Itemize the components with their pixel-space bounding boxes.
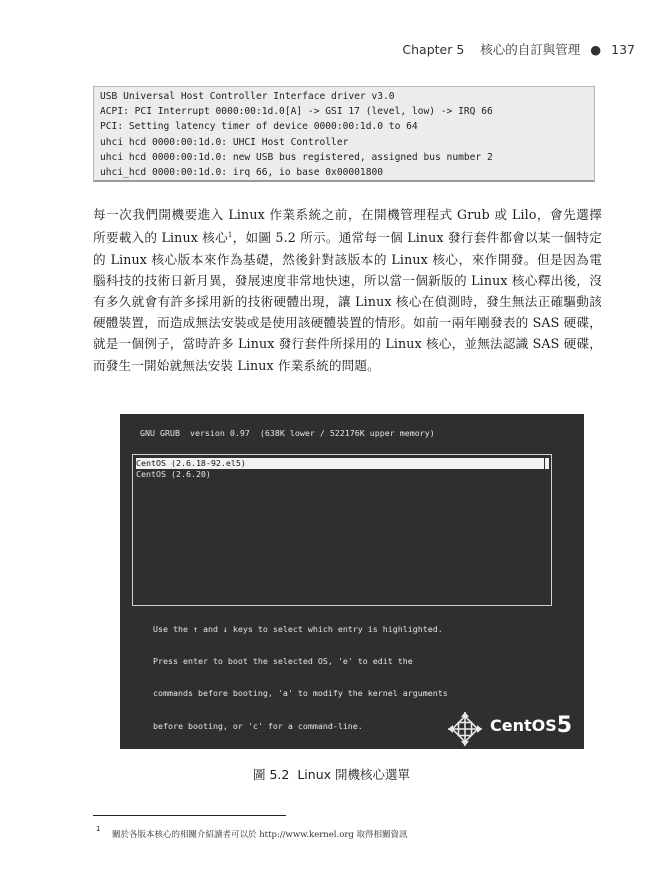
- paragraph-text: 每一次我們開機要進入 Linux 作業系統之前，在開機管理程式 Grub 或 Lilo，會先選擇所要載入的 Linux 核心: [93, 207, 602, 246]
- grub-help-text: [153, 602, 448, 749]
- grub-menu-box: [132, 454, 552, 606]
- help-line: Use the ↑ and ↓ keys to select which entry is highlighted.: [153, 623, 443, 634]
- footnote-mark: 1: [96, 825, 101, 833]
- grub-entry-selected[interactable]: [136, 458, 544, 469]
- paragraph-text: ，如圖 5.2 所示。通常每一個 Linux 發行套件都會以某一個特定的 Linux 核心版本來作為基礎，然後針對該版本的 Linux 核心，來作開發。但是因為電腦科技的技術日新月異，發展速度非常地快速，所以當一個新版的 Linux 核心釋出後，沒有多久就會有許多採用新的技術硬體出現，讓 Linux 核心在偵測時，發生無法正確驅動該硬體裝置，而造成無法安裝或是使用該硬體裝置的情形。如前一兩年剛發表的 SAS 硬碟，就是一個例子，當時許多 Linux 發行套件所採用的 Linux 核心，並無法認識 SAS 硬碟，而發生一開始就無法安裝 Linux 作業系統的問題。: [93, 230, 602, 373]
- entry-label: CentOS (2.6.18-92.el5): [136, 458, 246, 468]
- centos-logo-icon: [446, 710, 484, 748]
- caption-text: Linux 開機核心選單: [297, 767, 410, 782]
- code-line: PCI: Setting latency timer of device 0000:00:1d.0 to 64: [100, 121, 418, 133]
- grub-entry[interactable]: CentOS (2.6.20): [136, 469, 211, 479]
- grub-title: GNU GRUB version 0.97 (638K lower / 522176K upper memory): [140, 428, 435, 438]
- page-number: 137: [611, 42, 635, 57]
- code-line: ACPI: PCI Interrupt 0000:00:1d.0[A] -> GSI 17 (level, low) -> IRQ 66: [100, 106, 493, 118]
- code-block: [93, 86, 595, 182]
- help-line: before booting, or 'c' for a command-line.: [153, 720, 363, 731]
- figure-caption: [0, 765, 663, 783]
- body-paragraph: [93, 204, 602, 376]
- footnote-rule: [93, 815, 286, 816]
- running-header: [402, 40, 635, 58]
- code-line: uhci hcd 0000:00:1d.0: UHCI Host Controller: [100, 136, 349, 148]
- logo-version: 5: [556, 713, 573, 738]
- caption-number: 圖 5.2: [252, 767, 290, 782]
- help-line: commands before booting, 'a' to modify the kernel arguments: [153, 688, 448, 699]
- centos-wordmark: [490, 712, 572, 737]
- grub-screenshot: [120, 414, 584, 749]
- code-line: USB Universal Host Controller Interface driver v3.0: [100, 91, 395, 102]
- code-line: uhci hcd 0000:00:1d.0: new USB bus registered, assigned bus number 2: [100, 151, 493, 163]
- footnote-text: 關於各版本核心的相關介紹讀者可以於 http://www.kernel.org 取得相關資訊: [112, 830, 408, 840]
- logo-text: CentOS: [490, 716, 557, 735]
- help-line: Press enter to boot the selected OS, 'e' to edit the: [153, 655, 413, 666]
- footnote-ref: 1: [227, 231, 233, 240]
- bullet-icon: ●: [590, 42, 602, 57]
- code-line: uhci_hcd 0000:00:1d.0: irq 66, io base 0x00001800: [100, 167, 384, 179]
- chapter-label: Chapter 5: [402, 42, 465, 57]
- cursor-icon: [545, 458, 549, 469]
- chapter-title: 核心的自訂與管理: [480, 42, 581, 57]
